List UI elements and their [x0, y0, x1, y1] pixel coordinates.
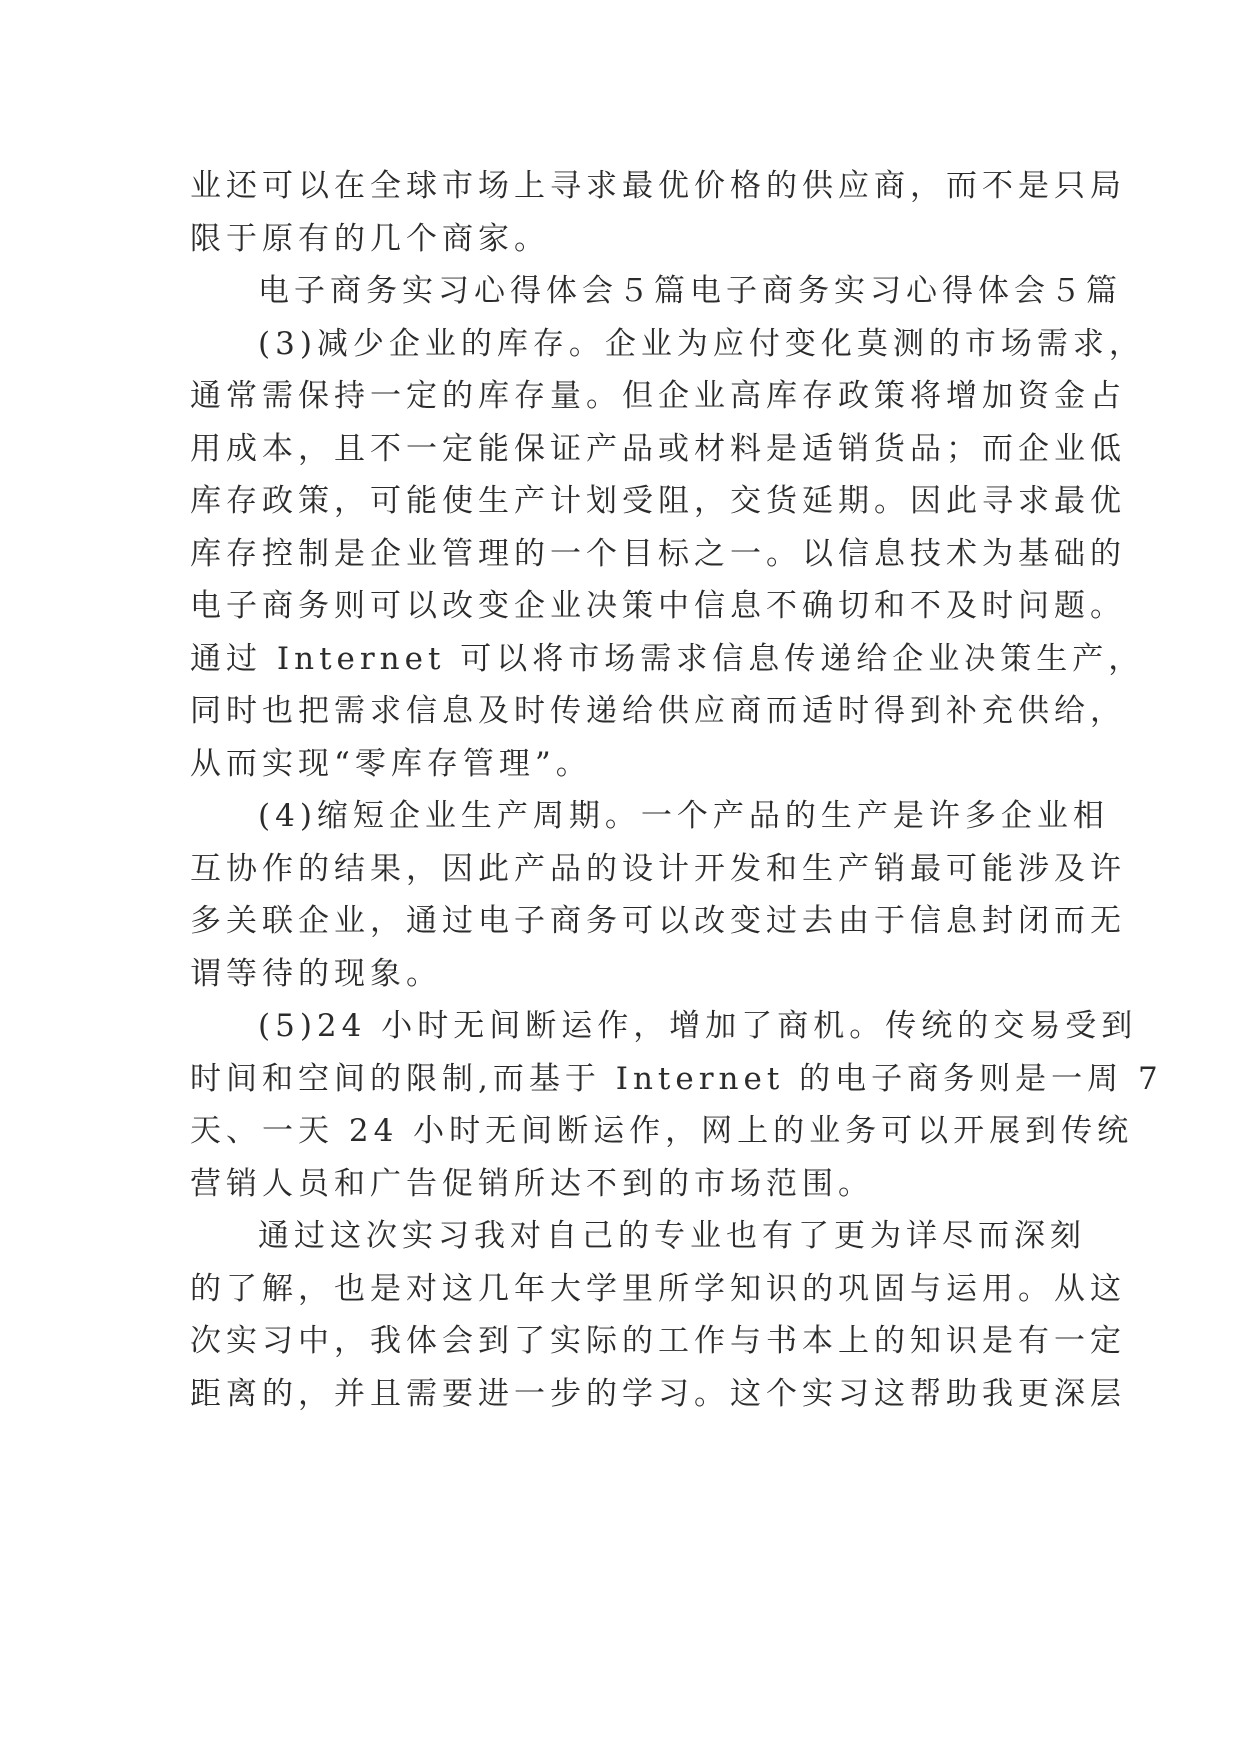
document-body [190, 160, 1163, 1420]
text-line: 同时也把需求信息及时传递给供应商而适时得到补充供给， [190, 693, 1126, 729]
text-line: 营销人员和广告促销所达不到的市场范围。 [190, 1165, 874, 1202]
paragraph-first-line: 电子商务实习心得体会５篇电子商务实习心得体会５篇 [258, 273, 1122, 309]
paragraph-first-line: (4)缩短企业生产周期。一个产品的生产是许多企业相 [258, 798, 1109, 834]
text-line: 时间和空间的限制,而基于 Internet 的电子商务则是一周 7 [190, 1060, 1163, 1097]
text-line: 通常需保持一定的库存量。但企业高库存政策将增加资金占 [190, 378, 1126, 414]
paragraph-first-line: (5)24 小时无间断运作，增加了商机。传统的交易受到 [258, 1008, 1138, 1044]
text-line: 库存政策，可能使生产计划受阻，交货延期。因此寻求最优 [190, 483, 1126, 519]
text-line: 互协作的结果，因此产品的设计开发和生产销最可能涉及许 [190, 850, 1126, 887]
text-line: 通过 Internet 可以将市场需求信息传递给企业决策生产， [190, 640, 1145, 677]
text-line: 用成本，且不一定能保证产品或材料是适销货品；而企业低 [190, 430, 1126, 467]
paragraph-first-line: (3)减少企业的库存。企业为应付变化莫测的市场需求， [258, 325, 1145, 362]
text-line: 库存控制是企业管理的一个目标之一。以信息技术为基础的 [190, 535, 1126, 572]
text-line: 业还可以在全球市场上寻求最优价格的供应商，而不是只局 [190, 168, 1126, 204]
paragraph-first-line: 通过这次实习我对自己的专业也有了更为详尽而深刻 [258, 1218, 1086, 1254]
text-line: 的了解，也是对这几年大学里所学知识的巩固与运用。从这 [190, 1270, 1126, 1307]
text-line: 次实习中，我体会到了实际的工作与书本上的知识是有一定 [190, 1323, 1126, 1359]
text-line: 从而实现“零库存管理”。 [190, 745, 592, 782]
text-line: 谓等待的现象。 [190, 955, 442, 992]
text-line: 天、一天 24 小时无间断运作，网上的业务可以开展到传统 [190, 1113, 1134, 1149]
text-line: 电子商务则可以改变企业决策中信息不确切和不及时问题。 [190, 588, 1126, 624]
text-line: 多关联企业，通过电子商务可以改变过去由于信息封闭而无 [190, 903, 1126, 939]
text-line: 距离的，并且需要进一步的学习。这个实习这帮助我更深层 [190, 1375, 1126, 1412]
text-line: 限于原有的几个商家。 [190, 220, 550, 257]
